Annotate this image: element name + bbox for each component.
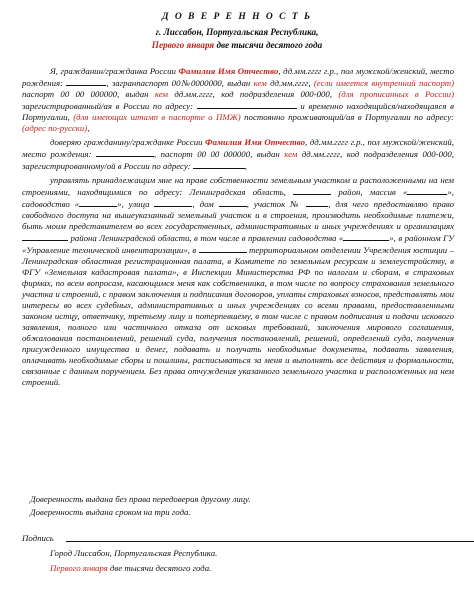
blank-line [407, 186, 447, 195]
p1-text: дд.мм.гггг, код подразделения 000-000, [168, 89, 339, 99]
p3-text: », в районном ГУ «Управление технической инвентаризации», в [22, 233, 454, 255]
date-red: Первого января [151, 40, 215, 50]
note-address-russian: (адрес по-русски) [22, 123, 88, 133]
blank-line [79, 198, 117, 207]
document-title: Д О В Е Р Е Н Н О С Т Ь [161, 12, 313, 22]
blank-line [154, 198, 192, 207]
closing-notes [30, 494, 450, 520]
p1-text: дд.мм.гггг, [266, 78, 314, 88]
document-city: г. Лиссабон, Португальская Республика, [155, 27, 319, 37]
blank-line [219, 198, 247, 207]
p1-text: , дд.мм.гггг г.р., пол мужской/женский, место рождения: [22, 66, 454, 88]
p2-text: дд.мм.гггг, код подразделения 000-000, зарегистрированному/ой в России по адресу: [22, 149, 454, 171]
document-date [0, 40, 474, 51]
p1-text: , загранпаспорт 00№0000000, выдан [106, 78, 254, 88]
blank-line [22, 232, 68, 241]
footer-city: Город Лиссабон, Португальская Республика. [50, 548, 218, 558]
p1-text: Я, гражданин/гражданка России [50, 66, 179, 76]
issuer-placeholder: кем [253, 78, 267, 88]
p2-text: , дд.мм.гггг г.р., пол мужской/женский, место рождения: [22, 137, 455, 159]
date-rest: две тысячи десятого года [214, 40, 323, 50]
attorney-paragraph [22, 137, 454, 172]
validity-note: Доверенность выдана сроком на три года. [30, 507, 191, 517]
blank-line [193, 160, 245, 169]
powers-paragraph [22, 175, 454, 388]
note-pmzh-stamp: (для имеющих штамп в паспорте о ПМЖ) [73, 112, 241, 122]
p2-text: доверяю гражданину/гражданке России [50, 137, 206, 147]
p3-text: район, массив « [331, 187, 408, 197]
blank-line [306, 198, 328, 207]
issuer-placeholder: кем [154, 89, 169, 99]
blank-line [197, 100, 297, 109]
blank-line [293, 186, 331, 195]
no-delegation-note: Доверенность выдана без права передоверия другому лицу. [30, 494, 251, 504]
p3-text: управлять принадлежащим мне на праве собственности земельным участком и расположенными на нем строениями, находящимися по адресу: Ленинградская область, [22, 175, 454, 197]
p3-text: , для чего предоставляю право свободного доступа на вышеуказанный земельный участок и в строения, производить необходимые платежи, быть моим представителем во всех государственных, административных и иных учреждениях и организациях [22, 199, 454, 231]
signature-line [66, 541, 474, 542]
footer-date [50, 563, 450, 574]
footer-date-red: Первого января [50, 563, 108, 573]
p1-text: и временно находящийся/находящаяся в Португалии, [22, 101, 454, 122]
note-registered-russia: (для прописанных в России) [338, 89, 455, 99]
document-body [22, 66, 454, 391]
principal-name: Фамилия Имя Отчество [178, 66, 279, 76]
note-internal-passport: (если имеется внутренний паспорт) [313, 78, 455, 88]
blank-line [343, 232, 389, 241]
p2-text: , [244, 161, 247, 171]
p1-text: постоянно проживающий/ая в Португалии по адресу: [240, 112, 454, 122]
p3-text: , дом [192, 199, 219, 209]
p1-text: , [87, 123, 90, 133]
p3-text: территориальном отделении Учреждения юстиции – Ленинградская областная регистрационная палата, в Комитете по земельным ресурсам и землеустройству, в ФГУ «Земельная кадастровая палата», в Инспекции Министерства РФ по налогам и сборам, в страховых фирмах, по всем вопросам, касающимся меня как собственника, в том числе по вопросу страхования земельного участка и строений, с правом заключения и подписания договоров, уплаты страховых взносов, представлять мои интересы во всех судебных, административных и иных учреждениях со всеми правами, предоставленными законом истцу, ответчику, третьему лицу и потерпевшему, в том числе с правом подписания и подачи искового заявления, полного или частичного отказа от исковых требований, заключения мирового соглашения, обжалования постановлений, решений суда, получения постановлений, решений, определений суда, получения присужденного имущества и денег, подавать и получать необходимые документы, подавать заявления, оплачивать необходимые сборы и пошлины, расписываться за меня и выполнять все действия и формальности, связанные с данным поручением. Без права отчуждения указанного земельного участка и расположенных на нем строений. [22, 245, 455, 387]
p1-text: паспорт 00 00 000000, выдан [22, 89, 155, 99]
blank-line [199, 244, 247, 253]
document-footer [50, 548, 450, 578]
blank-line [66, 77, 106, 86]
footer-date-rest: две тысячи десятого года. [107, 563, 212, 573]
principal-paragraph [22, 66, 454, 134]
issuer-placeholder: кем [284, 149, 298, 159]
p3-text: », садоводство « [22, 187, 454, 209]
p1-text: зарегистрированный/ая в России по адресу: [22, 101, 197, 111]
p3-text: района Ленинградской области, в том числе в правлении садоводства « [68, 233, 344, 243]
blank-line [96, 148, 154, 157]
p3-text: », улица [117, 199, 155, 209]
p2-text: , паспорт 00 00 000000, выдан [153, 149, 285, 159]
signature-label: Подпись [22, 533, 54, 543]
p3-text: , участок № [246, 199, 307, 209]
attorney-name: Фамилия Имя Отчество [205, 137, 305, 147]
signature-block [22, 533, 462, 544]
